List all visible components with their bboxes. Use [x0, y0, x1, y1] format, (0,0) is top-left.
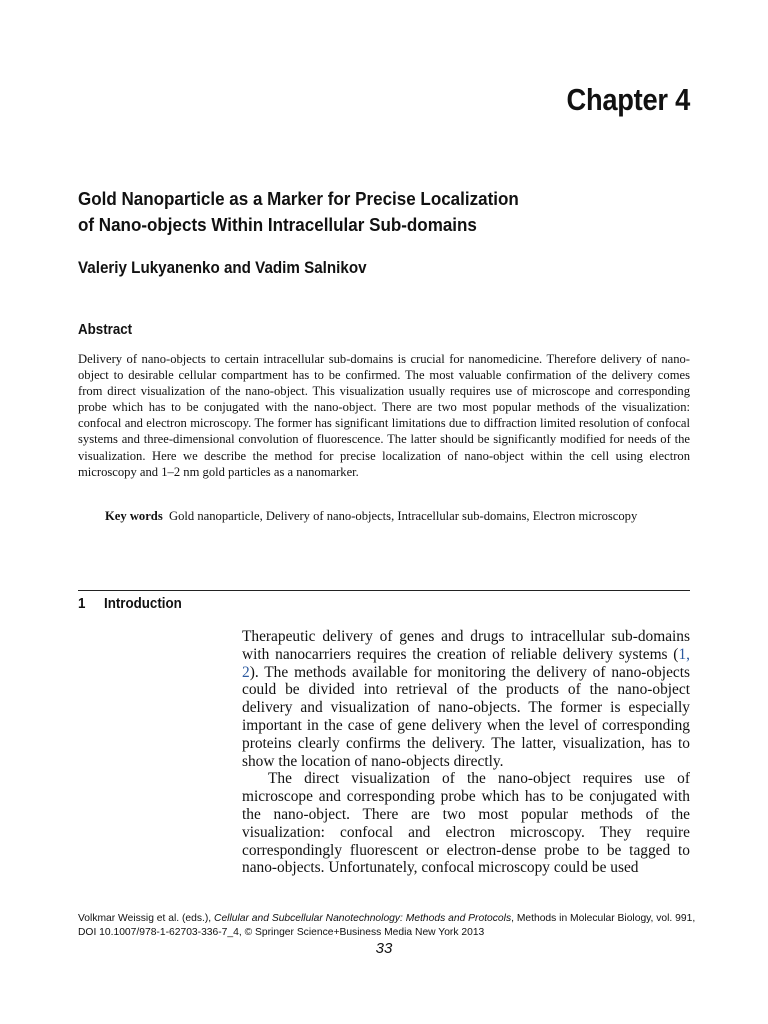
introduction-body	[242, 628, 690, 877]
citation-separator: ,	[686, 645, 690, 663]
citation-footer	[78, 912, 698, 939]
abstract-heading: Abstract	[78, 322, 133, 338]
intro-p1-text-a: Therapeutic delivery of genes and drugs to intracellular sub-domains with nanocarriers requires the creation of reliable delivery systems (	[242, 628, 690, 663]
page-number: 33	[375, 940, 393, 957]
footer-book-title: Cellular and Subcellular Nanotechnology: Methods and Protocols	[214, 913, 512, 924]
intro-paragraph-2: The direct visualization of the nano-object requires use of microscope and corresponding probe which has to be conjugated with the nano-object. There are two most popular methods of the visualization: confocal and electron microscopy. They require correspondingly fluorescent or electron-dense probe to be tagged to nano-objects. Unfortunately, confocal microscopy could be used	[242, 770, 690, 877]
chapter-title-line-1: Gold Nanoparticle as a Marker for Precise Localization	[78, 188, 519, 209]
section-title: Introduction	[104, 596, 182, 612]
intro-p1-text-b: ). The methods available for monitoring the delivery of nano-objects could be divided into retrieval of the products of the nano-object delivery and visualization of nano-objects. The former is especially important in the case of gene delivery when the level of corresponding proteins clearly confirms the delivery. The latter, visualization, has to show the location of nano-objects directly.	[242, 663, 690, 770]
keywords-text: Gold nanoparticle, Delivery of nano-objects, Intracellular sub-domains, Electron microscopy	[169, 509, 638, 523]
section-divider	[78, 590, 690, 591]
chapter-title-line-2: of Nano-objects Within Intracellular Sub-domains	[78, 214, 477, 235]
keywords	[105, 508, 690, 524]
intro-paragraph-1	[242, 628, 690, 770]
keywords-label: Key words	[105, 509, 163, 523]
footer-editors: Volkmar Weissig et al. (eds.),	[78, 913, 215, 924]
footer-publication-info: , Methods in Molecular Biology, vol. 991, DOI 10.1007/978-1-62703-336-7_4, © Springer Science+Business Media New York 2013	[78, 913, 696, 938]
chapter-label: Chapter 4	[566, 82, 690, 117]
chapter-title	[78, 186, 667, 238]
abstract-body: Delivery of nano-objects to certain intracellular sub-domains is crucial for nanomedicine. Therefore delivery of nano-object to desirable cellular compartment has to be confirmed. The most valuable confirmation of the delivery comes from direct visualization of the nano-object. This visualization usually requires use of microscope and corresponding probe which has to be conjugated with the nano-object. There are two most popular methods of the visualization: confocal and electron microscopy. The former has significant limitations due to diffraction limited resolution of confocal systems and three-dimensional convolution of fluorescence. The latter should be significantly modified for needs of the visualization. Here we describe the method for precise localization of nano-object within the cell using electron microscopy and 1–2 nm gold particles as a nanomarker.	[78, 352, 690, 479]
citation-link-1[interactable]: 1	[678, 645, 687, 663]
authors: Valeriy Lukyanenko and Vadim Salnikov	[78, 259, 367, 277]
citation-link-2[interactable]: 2	[242, 663, 250, 681]
section-number: 1	[78, 596, 86, 612]
